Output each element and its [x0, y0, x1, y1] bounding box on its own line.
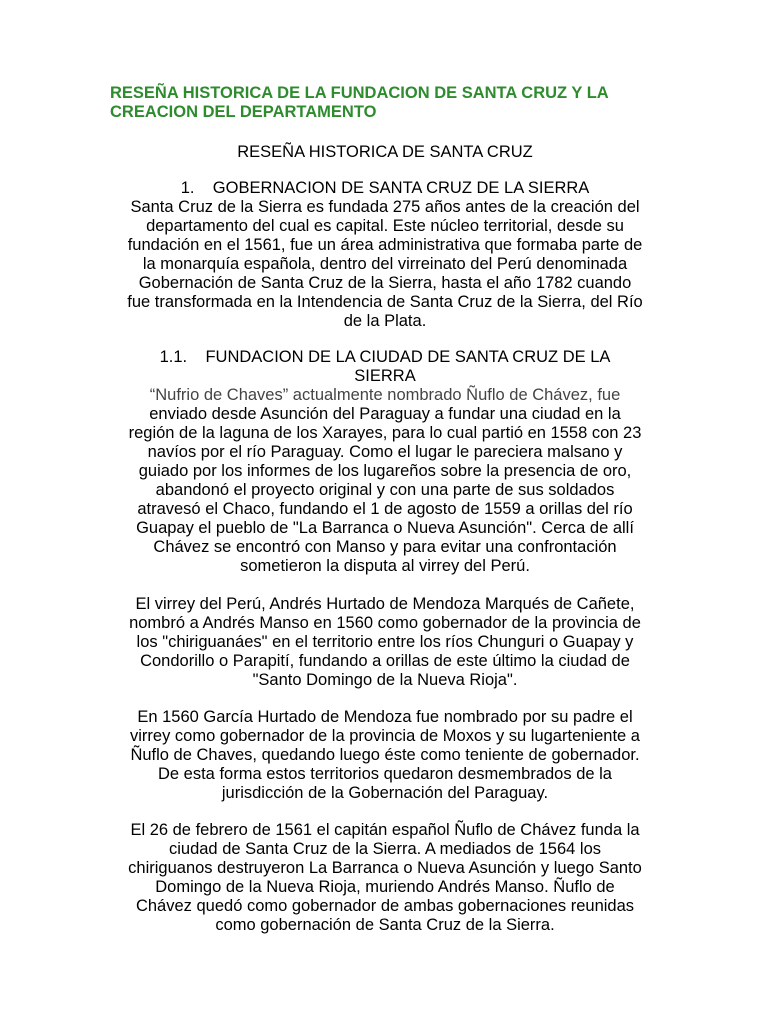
section-heading: 1.1. FUNDACION DE LA CIUDAD DE SANTA CRUZ DE LA: [159, 348, 611, 366]
paragraph-line: sometieron la disputa al virrey del Perú.: [240, 557, 530, 575]
paragraph-2: [90, 595, 680, 690]
paragraph-line: Guapay el pueblo de "La Barranca o Nueva Asunción". Cerca de allí: [136, 519, 634, 537]
paragraph-line: región de la laguna de los Xarayes, para lo cual partió en 1558 con 23: [128, 424, 642, 442]
paragraph-line: El virrey del Perú, Andrés Hurtado de Mendoza Marqués de Cañete,: [135, 595, 635, 613]
section-heading: 1. GOBERNACION DE SANTA CRUZ DE LA SIERRA: [180, 179, 590, 197]
paragraph-line: como gobernación de Santa Cruz de la Sierra.: [215, 916, 555, 934]
section-heading: SIERRA: [354, 367, 416, 385]
subtitle-block: [90, 143, 680, 162]
paragraph-line: departamento del cual es capital. Este núcleo territorial, desde su: [146, 217, 624, 235]
paragraph-line: la monarquía española, dentro del virreinato del Perú denominada: [142, 255, 628, 273]
paragraph-line: Ñuflo de Chaves, quedando luego éste como teniente de gobernador.: [130, 746, 640, 764]
paragraph-line: El 26 de febrero de 1561 el capitán español Ñuflo de Chávez funda la: [130, 821, 640, 839]
paragraph-4: [90, 821, 680, 935]
paragraph-line: "Santo Domingo de la Nueva Rioja".: [252, 671, 518, 689]
paragraph-line: De esta forma estos territorios quedaron desmembrados de la: [158, 765, 612, 783]
paragraph-line: abandonó el proyecto original y con una parte de sus soldados: [155, 481, 615, 499]
lead-line: “Nufrio de Chaves” actualmente nombrado Ñuflo de Chávez, fue: [149, 386, 621, 404]
paragraph-line: virrey como gobernador de la provincia de Moxos y su lugarteniente a: [130, 727, 640, 745]
title-line: CREACION DEL DEPARTAMENTO: [110, 103, 377, 121]
paragraph-line: Gobernación de Santa Cruz de la Sierra, hasta el año 1782 cuando: [138, 274, 632, 292]
paragraph-line: los "chiriguanáes" en el territorio entre los ríos Chunguri o Guapay y: [136, 633, 634, 651]
paragraph-line: jurisdicción de la Gobernación del Paraguay.: [221, 784, 549, 802]
paragraph-line: ciudad de Santa Cruz de la Sierra. A mediados de 1564 los: [168, 840, 602, 858]
paragraph-line: Santa Cruz de la Sierra es fundada 275 años antes de la creación del: [130, 198, 640, 216]
paragraph-line: fue transformada en la Intendencia de Santa Cruz de la Sierra, del Río: [127, 293, 643, 311]
subtitle: RESEÑA HISTORICA DE SANTA CRUZ: [237, 143, 533, 161]
paragraph-line: fundación en el 1561, fue un área administrativa que formaba parte de: [127, 236, 643, 254]
paragraph-line: navíos por el río Paraguay. Como el lugar le pareciera malsano y: [147, 443, 623, 461]
paragraph-line: atravesó el Chaco, fundando el 1 de agosto de 1559 a orillas del río: [137, 500, 633, 518]
title-line: RESEÑA HISTORICA DE LA FUNDACION DE SANTA CRUZ Y LA: [110, 84, 609, 102]
paragraph-line: enviado desde Asunción del Paraguay a fundar una ciudad en la: [149, 405, 621, 423]
paragraph-line: Chávez quedó como gobernador de ambas gobernaciones reunidas: [135, 897, 635, 915]
paragraph-line: guiado por los informes de los lugareños sobre la presencia de oro,: [138, 462, 632, 480]
paragraph-line: En 1560 García Hurtado de Mendoza fue nombrado por su padre el: [137, 708, 633, 726]
paragraph-line: de la Plata.: [343, 312, 427, 330]
section-1: [90, 179, 680, 331]
paragraph-line: Domingo de la Nueva Rioja, muriendo Andrés Manso. Ñuflo de: [155, 878, 615, 896]
paragraph-line: Condorillo o Parapití, fundando a orillas de este último la ciudad de: [140, 652, 630, 670]
section-1-1: [90, 348, 680, 576]
document-title: [110, 84, 670, 122]
paragraph-line: nombró a Andrés Manso en 1560 como gobernador de la provincia de: [129, 614, 641, 632]
paragraph-3: [90, 708, 680, 803]
paragraph-line: Chávez se encontró con Manso y para evitar una confrontación: [153, 538, 617, 556]
paragraph-line: chiriguanos destruyeron La Barranca o Nueva Asunción y luego Santo: [128, 859, 642, 877]
